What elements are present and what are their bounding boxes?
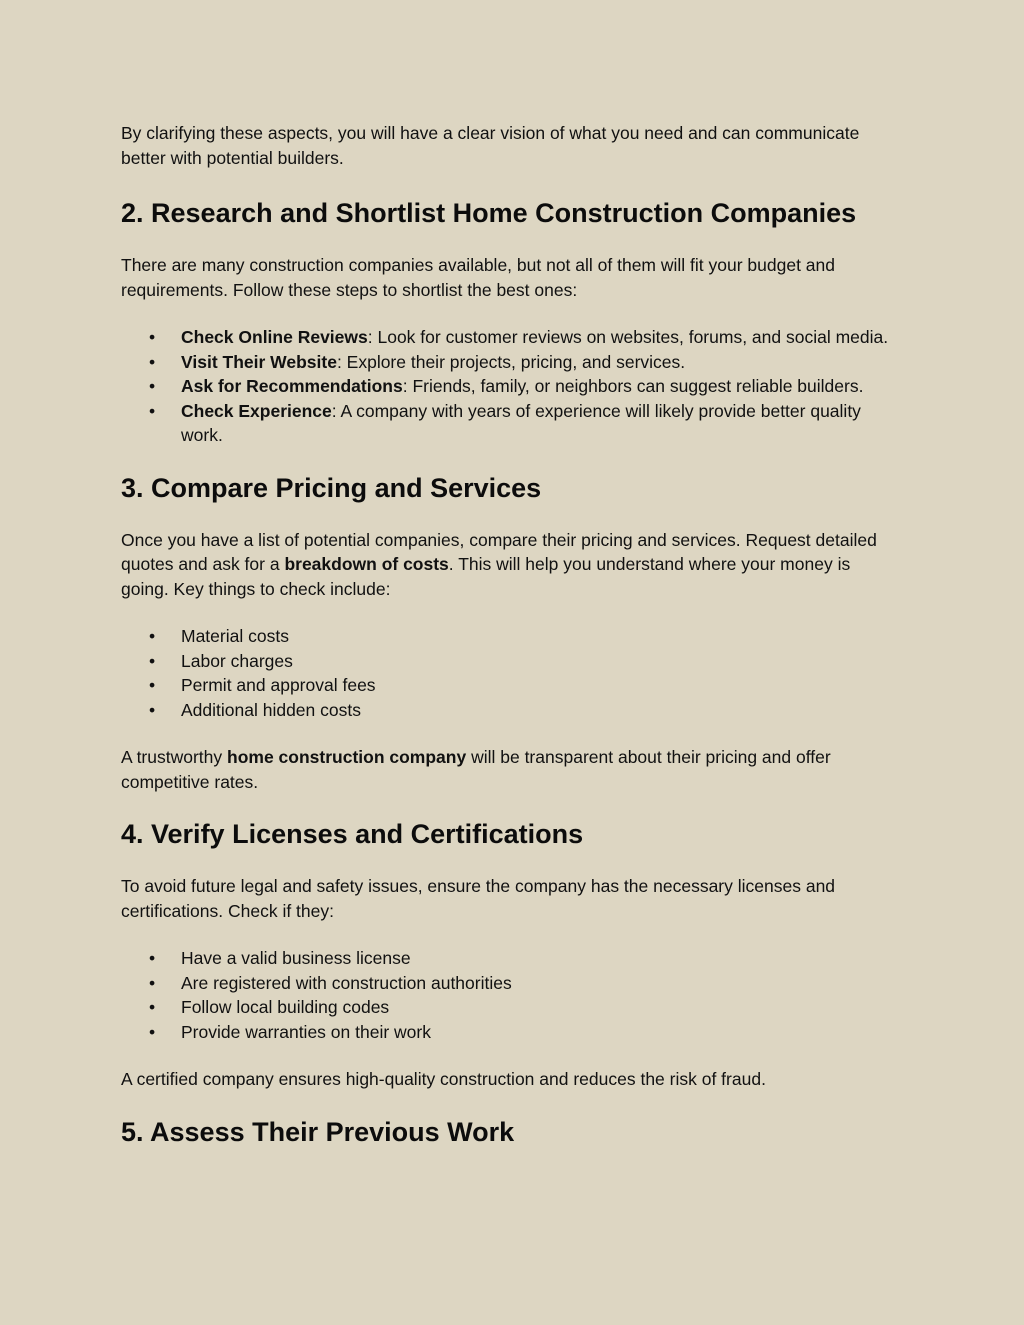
section-heading-research: 2. Research and Shortlist Home Construction Companies [121, 198, 857, 228]
list-item-title: Visit Their Website [181, 351, 337, 372]
compare-intro-text-end: . This will help you understand where your money is going. Key things to check include: [121, 554, 851, 599]
list-item-text: : Look for customer reviews on websites, forums, and social media. [367, 327, 889, 347]
list-item [121, 350, 901, 375]
section-heading-verify: 4. Verify Licenses and Certifications [121, 819, 584, 849]
document-content [121, 121, 901, 1149]
list-item: • Labor charges [121, 649, 901, 674]
section-heading-assess: 5. Assess Their Previous Work [121, 1116, 515, 1147]
list-item: • Have a valid business license [121, 946, 901, 971]
list-item: • Material costs [121, 624, 901, 649]
verify-note-paragraph: A certified company ensures high-quality construction and reduces the risk of fraud. [121, 1069, 766, 1089]
list-item: • Follow local building codes [121, 995, 901, 1020]
compare-checklist [121, 624, 901, 722]
list-item [121, 399, 901, 448]
list-item-text: : A company with years of experience will likely provide better quality work. [181, 400, 861, 445]
list-item-title: Check Online Reviews [181, 327, 368, 347]
list-item-title: Check Experience [181, 400, 332, 421]
compare-intro-bold: breakdown of costs [284, 554, 449, 574]
compare-note-paragraph [121, 745, 901, 794]
list-item: • Additional hidden costs [121, 698, 901, 723]
verify-checklist [121, 946, 901, 1044]
list-item [121, 374, 901, 399]
compare-note-bold: home construction company [227, 747, 467, 767]
compare-note-text: A trustworthy [121, 747, 228, 767]
list-item: • Permit and approval fees [121, 673, 901, 698]
compare-intro-paragraph [121, 528, 901, 602]
research-steps-list [121, 325, 901, 448]
list-item-text: : Explore their projects, pricing, and services. [336, 351, 686, 372]
list-item [121, 325, 901, 350]
list-item: • Are registered with construction authorities [121, 971, 901, 996]
compare-intro-text: Once you have a list of potential companies, compare their pricing and services. Request detailed quotes and ask for a [121, 529, 877, 574]
research-intro-paragraph: There are many construction companies available, but not all of them will fit your budget and requirements. Follow these steps to shortlist the best ones: [121, 255, 835, 300]
list-item-text: : Friends, family, or neighbors can suggest reliable builders. [402, 376, 864, 396]
section-heading-compare: 3. Compare Pricing and Services [121, 472, 542, 503]
compare-note-text-end: will be transparent about their pricing and offer competitive rates. [121, 747, 831, 792]
list-item: • Provide warranties on their work [121, 1020, 901, 1045]
list-item-title: Ask for Recommendations [181, 376, 403, 396]
verify-intro-paragraph: To avoid future legal and safety issues, ensure the company has the necessary licenses and certifications. Check if they: [121, 876, 836, 921]
intro-paragraph: By clarifying these aspects, you will have a clear vision of what you need and can communicate better with potential builders. [121, 123, 860, 168]
